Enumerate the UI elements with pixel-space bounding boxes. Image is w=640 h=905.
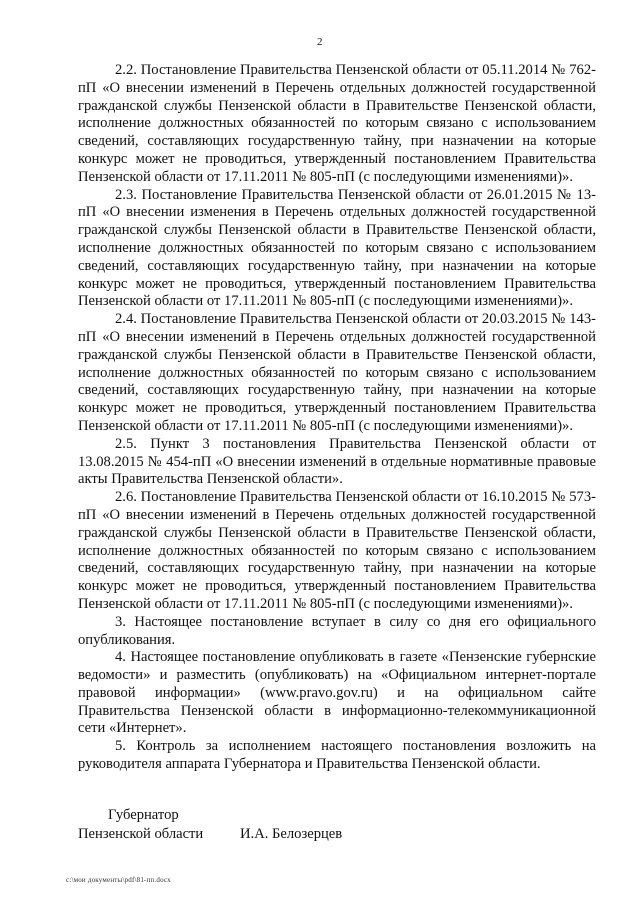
page-number: 2 [317,36,323,48]
paragraph-2-4: 2.4. Постановление Правительства Пензенской области от 20.03.2015 № 143-пП «О внесении изменений в Перечень отдельных должностей государственной гражданской службы Пензенской области в Правительстве Пензенской области, исполнение должностных обязанностей по которым связано с использованием сведений, составляющих государственную тайну, при назначении на которые конкурс может не проводиться, утвержденный постановлением Правительства Пензенской области от 17.11.2011 № 805-пП (с последующими изменениями)». [78,311,596,434]
paragraph-5: 5. Контроль за исполнением настоящего постановления возложить на руководителя аппарата Губернатора и Правительства Пензенской области. [78,738,596,773]
paragraph-4: 4. Настоящее постановление опубликовать в газете «Пензенские губернские ведомости» и разместить (опубликовать) на «Официальном интернет-портале правовой информации» (www.pravo.gov.ru) и на официальном сайте Правительства Пензенской области в информационно-телекоммуникационной сети «Интернет». [78,649,596,737]
paragraph-2-3: 2.3. Постановление Правительства Пензенской области от 26.01.2015 № 13-пП «О внесении изменения в Перечень отдельных должностей государственной гражданской службы Пензенской области в Правительстве Пензенской области, исполнение должностных обязанностей по которым связано с использованием сведений, составляющих государственную тайну, при назначении на которые конкурс может не проводиться, утвержденный постановлением Правительства Пензенской области от 17.11.2011 № 805-пП (с последующими изменениями)». [78,186,596,310]
paragraph-2-5: 2.5. Пункт 3 постановления Правительства Пензенской области от 13.08.2015 № 454-пП «О внесении изменений в отдельные нормативные правовые акты Правительства Пензенской области». [78,435,596,488]
paragraph-2-2: 2.2. Постановление Правительства Пензенской области от 05.11.2014 № 762-пП «О внесении изменений в Перечень отдельных должностей государственной гражданской службы Пензенской области в Правительстве Пензенской области, исполнение должностных обязанностей по которым связано с использованием сведений, составляющих государственную тайну, при назначении на которые конкурс может не проводиться, утвержденный постановлением Правительства Пензенской области от 17.11.2011 № 805-пП (с последующими изменениями)». [78,62,596,185]
signature-row [78,825,498,844]
signature-block [78,806,498,844]
paragraph-3: 3. Настоящее постановление вступает в силу со дня его официального опубликования. [78,613,596,648]
signatory-title-line1: Губернатор [108,807,179,823]
signatory-name: И.А. Белозерцев [240,826,343,842]
signatory-title-line2: Пензенской области [78,826,204,842]
footer-file-path: c:\мои документы\pdf\81-пп.docx [66,876,171,884]
paragraph-2-6: 2.6. Постановление Правительства Пензенской области от 16.10.2015 № 573-пП «О внесении изменений в Перечень отдельных должностей государственной гражданской службы Пензенской области в Правительстве Пензенской области, исполнение должностных обязанностей по которым связано с использованием сведений, составляющих государственную тайну, при назначении на которые конкурс может не проводиться, утвержденный постановлением Правительства Пензенской области от 17.11.2011 № 805-пП (с последующими изменениями)». [78,489,596,612]
document-body [78,62,596,774]
